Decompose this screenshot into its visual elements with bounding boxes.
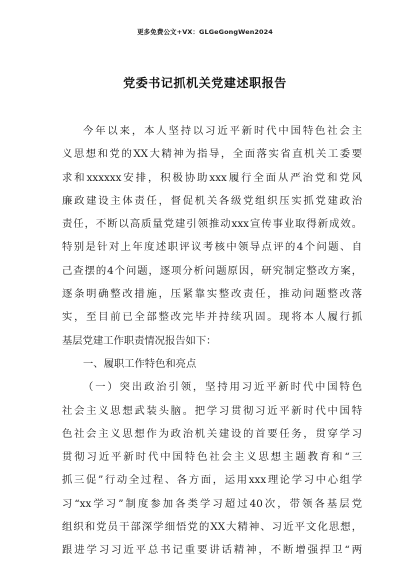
paragraph-line: 逐条明确整改措施，压紧靠实整改责任，推动问题整改落 <box>62 288 362 301</box>
paragraph-line: 基层党建工作职责情况报告如下： <box>62 334 217 347</box>
paragraph-line: 抓三促”行动全过程、各方面，运用xxx理论学习中心组学 <box>62 474 362 487</box>
paragraph-line: 己查摆的4个问题，逐项分析问题原因，研究制定整改方案， <box>62 264 362 277</box>
paragraph-line: 特别是针对上年度述职评议考核中领导点评的4个问题、自 <box>62 241 362 254</box>
paragraph-line: 责任，不断以高质量党建引领推动xxx宣传事业取得新成效。 <box>62 218 362 231</box>
paragraph-line: 跟进学习习近平总书记重要讲话精神，不断增强捍卫“两 <box>62 544 362 557</box>
header-note: 更多免费公文+VX：GLGeGongWen2024 <box>137 28 273 36</box>
document-title: 党委书记抓机关党建述职报告 <box>123 76 287 90</box>
paragraph-line: 社会主义思想武装头脑。把学习贯彻习近平新时代中国特 <box>62 404 362 417</box>
paragraph-line: 色社会主义思想作为政治机关建设的首要任务，贯穿学习 <box>62 427 362 440</box>
paragraph-line: 实，至目前已全部整改完毕并持续巩固。现将本人履行抓 <box>62 311 362 324</box>
paragraph-line: 贯彻习近平新时代中国特色社会主义思想主题教育和“三 <box>62 451 362 464</box>
paragraph-line: 组织和党员干部深学细悟党的XX大精神、习近平文化思想， <box>62 521 362 534</box>
paragraph-line: 求和xxxxxx安排，积极协助xxx履行全面从严治党和党风 <box>62 171 362 184</box>
paragraph-line: 今年以来，本人坚持以习近平新时代中国特色社会主 <box>83 125 362 137</box>
body-text <box>62 120 362 563</box>
paragraph-line: 习“xx学习”制度参加各类学习超过40次，带领各基层党 <box>62 497 362 510</box>
section-heading: 一、履职工作特色和亮点 <box>83 357 197 370</box>
paragraph-line: 义思想和党的XX大精神为指导，全面落实省直机关工委要 <box>62 148 362 161</box>
paragraph-line: 廉政建设主体责任，督促机关各级党组织压实抓党建政治 <box>62 194 362 207</box>
subsection-heading-line: （一）突出政治引领，坚持用习近平新时代中国特色 <box>83 381 362 394</box>
